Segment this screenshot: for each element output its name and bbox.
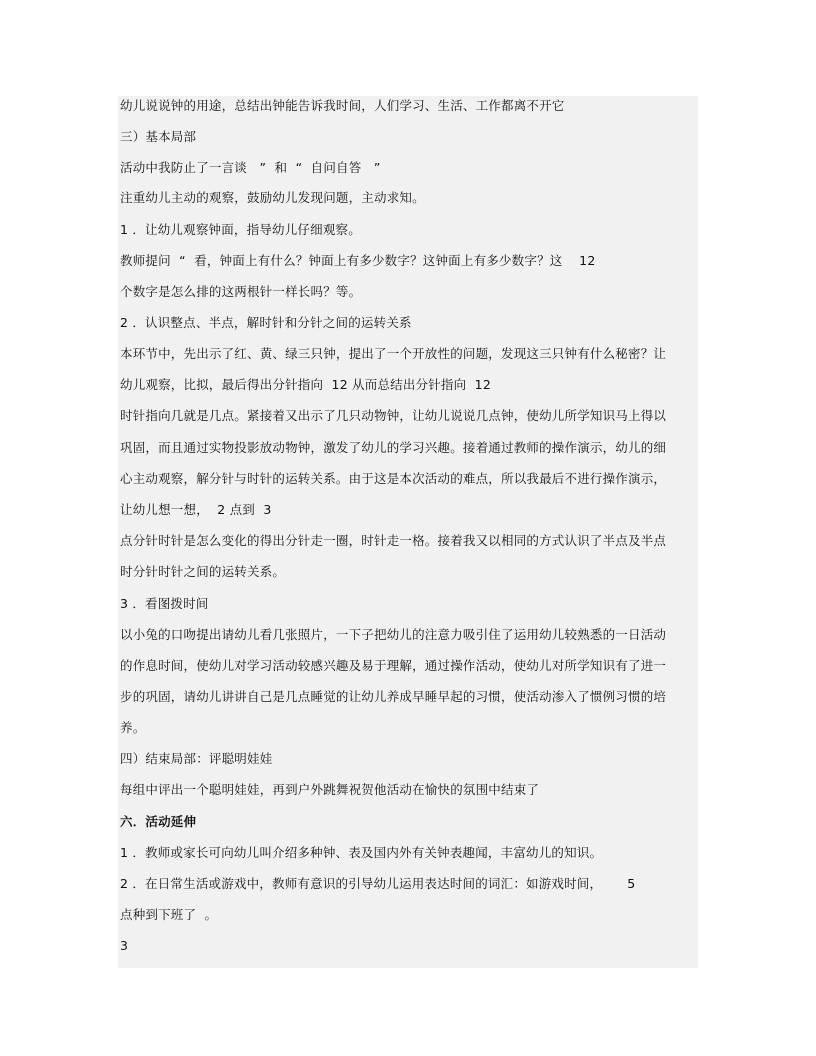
text-line: 的作息时间，使幼儿对学习活动较感兴趣及易于理解，通过操作活动，使幼儿对所学知识有了进一 [120,658,667,673]
text-line: 个数字是怎么排的这两根针一样长吗？等。 [120,284,362,299]
text-line: 时针指向几就是几点。紧接着又出示了几只动物钟，让幼儿说说几点钟，使幼儿所学知识马上得以 [120,408,667,423]
list-item: 1 ．让幼儿观察钟面，指导幼儿仔细观察。 [120,222,361,237]
text-line: 点种到下班了 。 [120,907,218,922]
text-line: 活动中我防止了一言谈 ” 和 “ 自问自答 ” [120,160,381,175]
document-page [118,96,698,968]
section-heading-bold: 六．活动延伸 [120,814,197,829]
text-line: 时分针时针之间的运转关系。 [120,564,286,579]
text-line: 幼儿观察，比拟，最后得出分针指向 12 从而总结出分针指向 12 [120,377,491,392]
text-line: 本环节中，先出示了红、黄、绿三只钟，提出了一个开放性的问题，发现这三只钟有什么秘密？让 [120,346,667,361]
text-line: 巩固，而且通过实物投影放动物钟，激发了幼儿的学习兴趣。接着通过教师的操作演示，幼儿的细 [120,440,667,455]
text-line: 注重幼儿主动的观察，鼓励幼儿发现问题，主动求知。 [120,190,425,205]
text-line: 步的巩固，请幼儿讲讲自己是几点睡觉的让幼儿养成早睡早起的习惯，使活动渗入了惯例习惯的培 [120,689,667,704]
page-number: 3 [120,938,129,953]
text-line: 点分针时针是怎么变化的得出分针走一圈，时针走一格。接着我又以相同的方式认识了半点及半点 [120,533,667,548]
section-heading: 四）结束局部：评聪明娃娃 [120,751,273,766]
text-line: 教师提问 “ 看，钟面上有什么？钟面上有多少数字？这钟面上有多少数字？这 12 [120,253,596,268]
list-item: 2 ．认识整点、半点，解时针和分针之间的运转关系 [120,315,412,330]
text-line: 养。 [120,720,146,735]
list-item: 3 ．看图拨时间 [120,596,209,611]
text-line: 每组中评出一个聪明娃娃，再到户外跳舞祝贺他活动在愉快的氛围中结束了 [120,782,540,797]
text-line: 以小兔的口吻提出请幼儿看几张照片，一下子把幼儿的注意力吸引住了运用幼儿较熟悉的一日活动 [120,627,667,642]
list-item: 1 ．教师或家长可向幼儿叫介绍多种钟、表及国内外有关钟表趣闻，丰富幼儿的知识。 [120,845,603,860]
list-item: 2 ．在日常生活或游戏中，教师有意识的引导幼儿运用表达时间的词汇：如游戏时间， 5 [120,876,636,891]
text-line: 心主动观察，解分针与时针的运转关系。由于这是本次活动的难点，所以我最后不进行操作演示， [120,471,667,486]
section-heading: 三）基本局部 [120,129,197,144]
text-line: 幼儿说说钟的用途，总结出钟能告诉我时间，人们学习、生活、工作都离不开它 [120,98,565,113]
text-line: 让幼儿想一想， 2 点到 3 [120,502,272,517]
